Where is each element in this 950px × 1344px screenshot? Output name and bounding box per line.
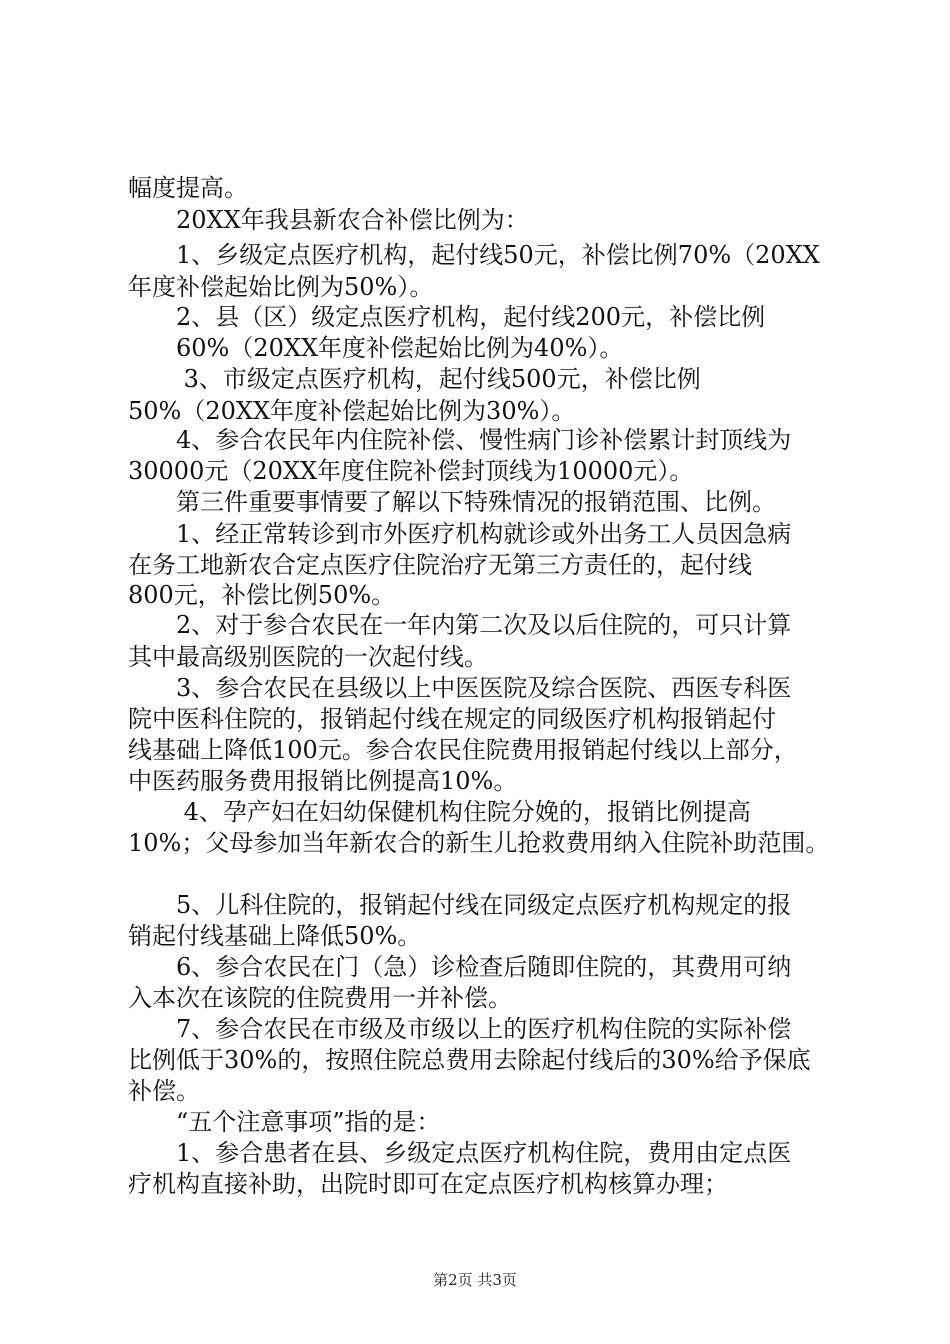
text-line: 线基础上降低100元。参合农民住院费用报销起付线以上部分， — [128, 736, 798, 764]
text-line: 1、乡级定点医疗机构，起付线50元，补偿比例70%（20XX — [128, 241, 820, 269]
text-line: 入本次在该院的住院费用一并补偿。 — [128, 984, 512, 1012]
text-line: 4、孕产妇在妇幼保健机构住院分娩的，报销比例提高 — [128, 798, 751, 826]
text-line: 800元，补偿比例50%。 — [128, 581, 396, 609]
text-line: 50%（20XX年度补偿起始比例为30%）。 — [128, 397, 576, 425]
text-line: 3、参合农民在县级以上中医医院及综合医院、西医专科医 — [128, 674, 792, 702]
text-line: 10%；父母参加当年新农合的新生儿抢救费用纳入住院补助范围。 — [128, 829, 830, 857]
text-line: 6、参合农民在门（急）诊检查后随即住院的，其费用可纳 — [128, 953, 792, 981]
text-line: 销起付线基础上降低50%。 — [128, 922, 422, 950]
text-line: 幅度提高。 — [128, 174, 248, 202]
text-line: “五个注意事项”指的是： — [128, 1108, 441, 1136]
text-line: 60%（20XX年度补偿起始比例为40%）。 — [128, 334, 624, 362]
text-line: 疗机构直接补助，出院时即可在定点医疗机构核算办理； — [128, 1170, 728, 1198]
text-line: 第三件重要事情要了解以下特殊情况的报销范围、比例。 — [128, 488, 776, 516]
text-line: 1、参合患者在县、乡级定点医疗机构住院，费用由定点医 — [128, 1139, 792, 1167]
text-line: 补偿。 — [128, 1077, 200, 1105]
text-line: 年度补偿起始比例为50%）。 — [128, 273, 434, 301]
text-line: 在务工地新农合定点医疗住院治疗无第三方责任的，起付线 — [128, 551, 752, 579]
text-line: 3、市级定点医疗机构，起付线500元，补偿比例 — [128, 365, 701, 393]
text-line: 5、儿科住院的，报销起付线在同级定点医疗机构规定的报 — [128, 891, 792, 919]
text-line: 2、对于参合农民在一年内第二次及以后住院的，可只计算 — [128, 611, 792, 639]
text-line: 30000元（20XX年度住院补偿封顶线为10000元）。 — [128, 457, 694, 485]
text-line: 中医药服务费用报销比例提高10%。 — [128, 767, 518, 795]
text-line: 其中最高级别医院的一次起付线。 — [128, 643, 488, 671]
text-line: 20XX年我县新农合补偿比例为： — [128, 206, 529, 234]
page-footer: 第2页 共3页 — [433, 1271, 517, 1289]
text-line: 1、经正常转诊到市外医疗机构就诊或外出务工人员因急病 — [128, 520, 792, 548]
text-line: 7、参合农民在市级及市级以上的医疗机构住院的实际补偿 — [128, 1015, 792, 1043]
text-line: 比例低于30%的，按照住院总费用去除起付线后的30%给予保底 — [128, 1046, 811, 1074]
text-line: 院中医科住院的，报销起付线在规定的同级医疗机构报销起付 — [128, 705, 776, 733]
text-line: 4、参合农民年内住院补偿、慢性病门诊补偿累计封顶线为 — [128, 426, 792, 454]
text-line: 2、县（区）级定点医疗机构，起付线200元，补偿比例 — [128, 303, 766, 331]
